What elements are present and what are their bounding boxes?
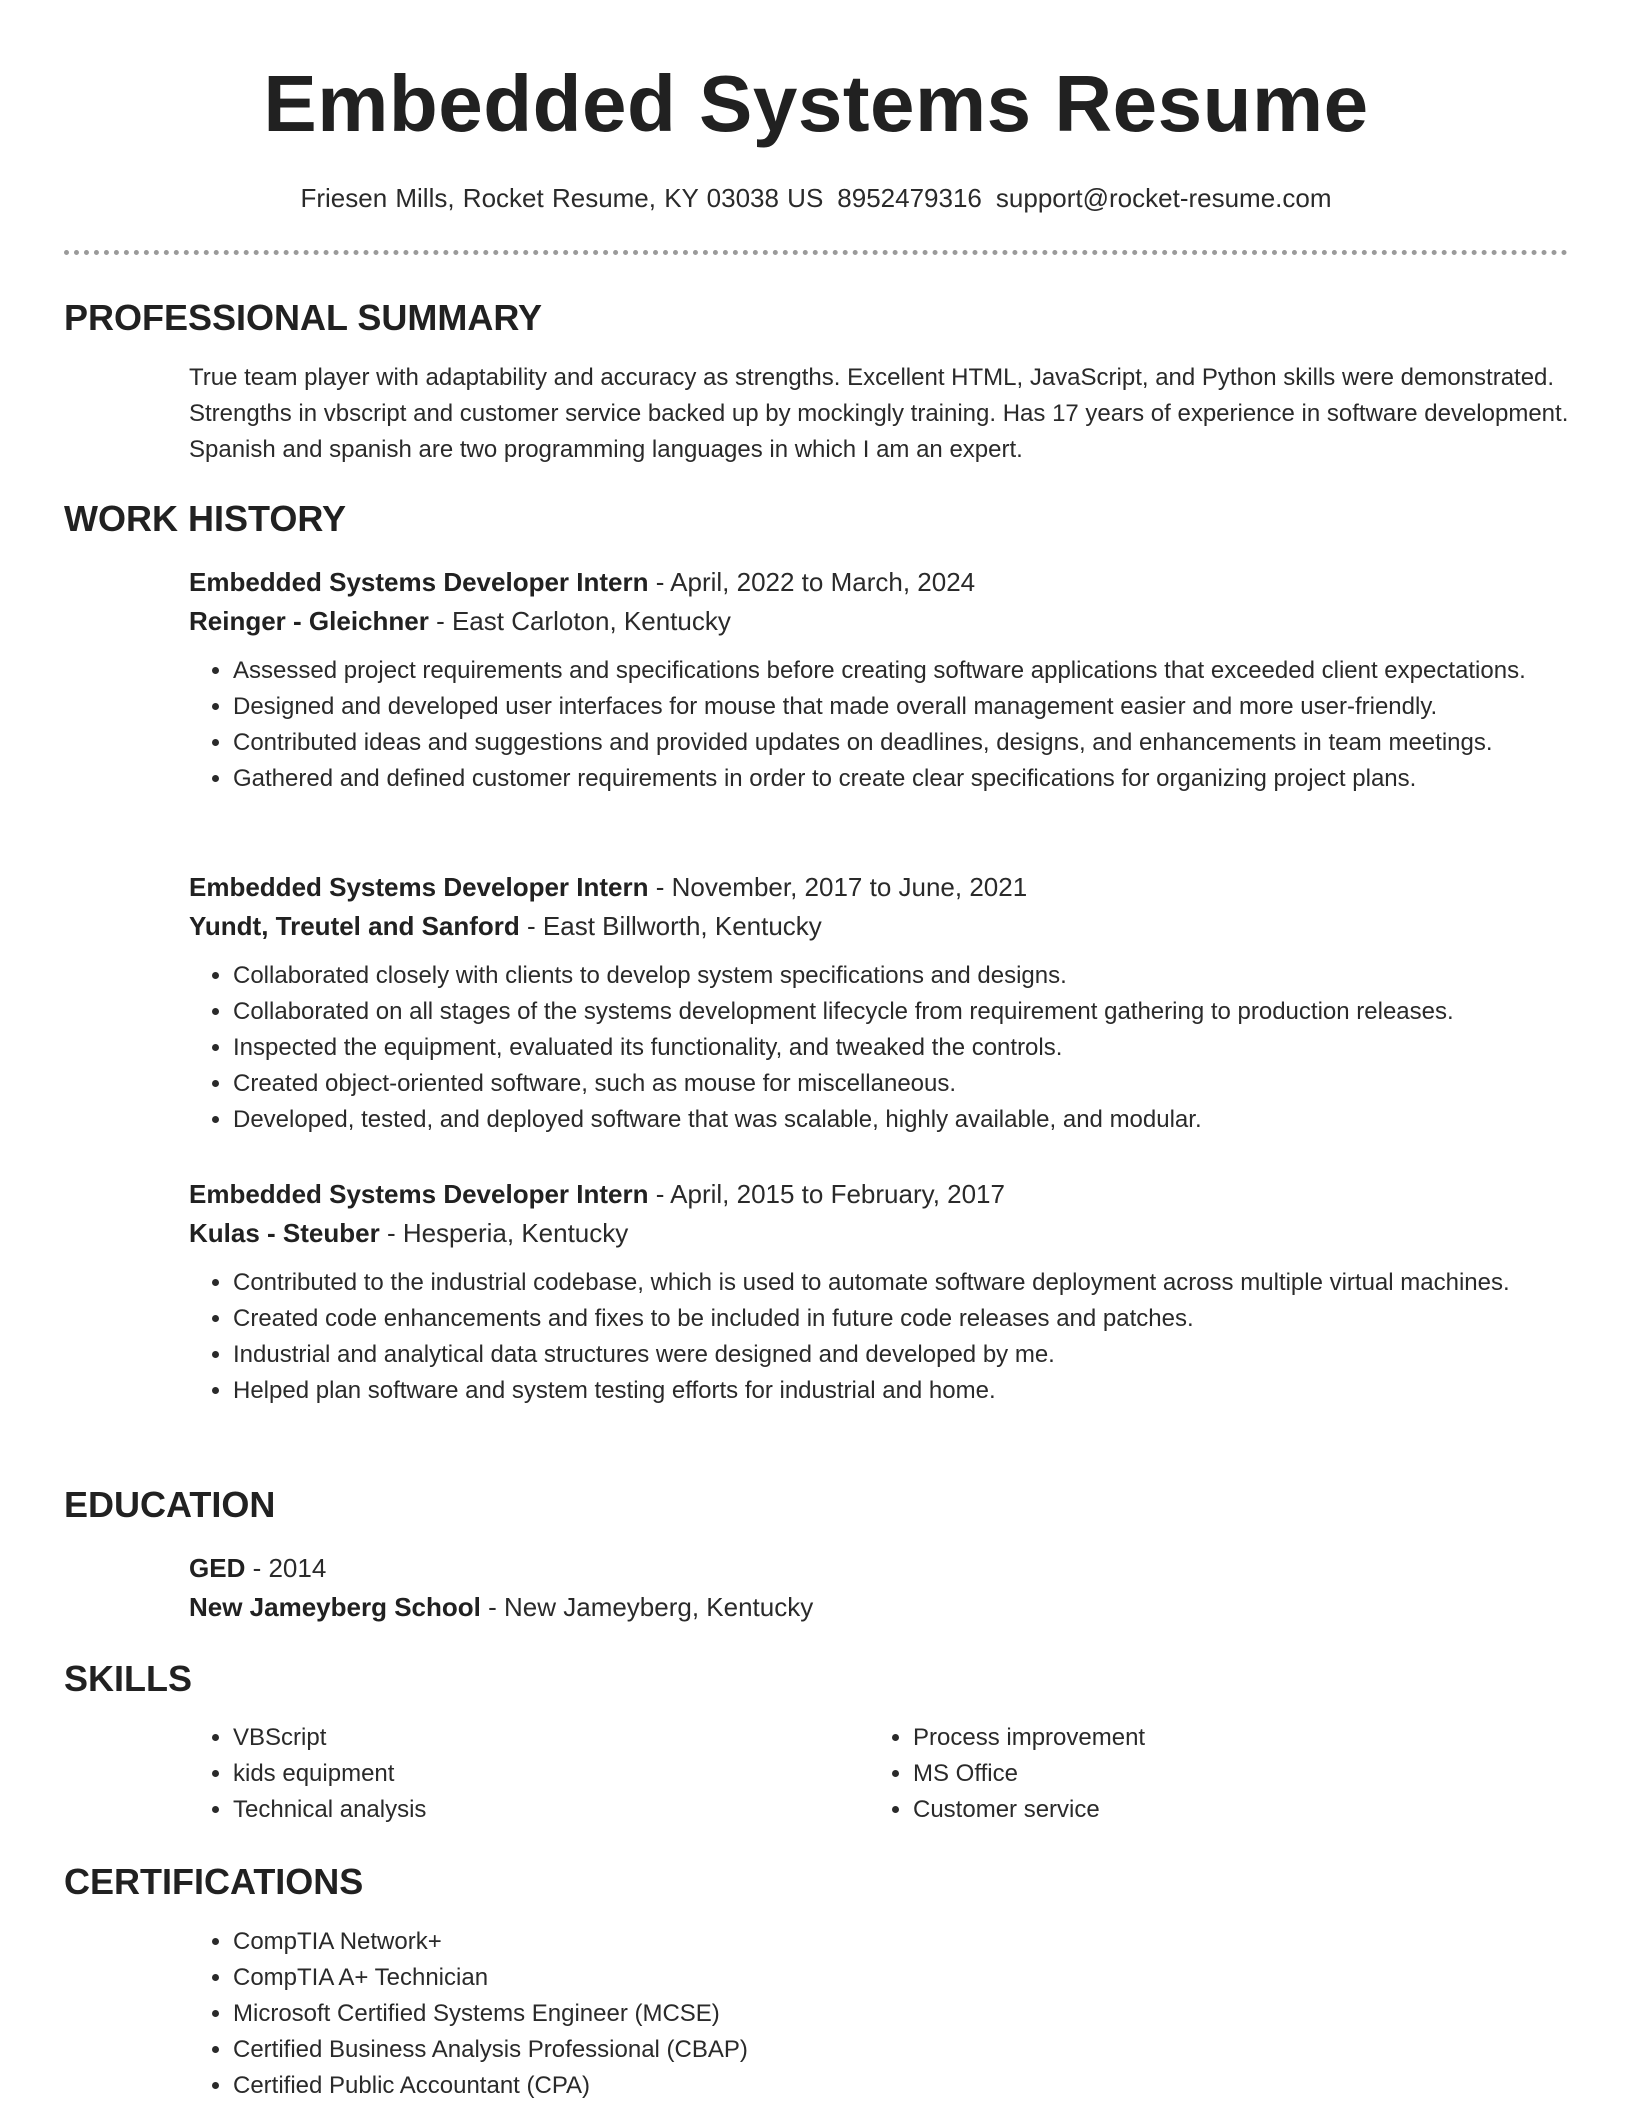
certification-item: • Microsoft Certified Systems Engineer (MCSE) xyxy=(233,1996,1569,2032)
job-title: Embedded Systems Developer Intern xyxy=(189,872,649,902)
job-entry xyxy=(189,868,1569,1138)
job-entry xyxy=(189,1175,1569,1409)
job-dates: - November, 2017 to June, 2021 xyxy=(648,872,1028,902)
certification-item: • Certified Business Analysis Professional (CBAP) xyxy=(233,2032,1569,2068)
job-bullet: • Contributed ideas and suggestions and provided updates on deadlines, designs, and enhancements in team meetings. xyxy=(233,725,1569,761)
job-bullet: • Helped plan software and system testing efforts for industrial and home. xyxy=(233,1373,1569,1409)
school-line xyxy=(189,1588,1569,1627)
skill-item: • MS Office xyxy=(913,1756,1549,1792)
contact-address: Friesen Mills, Rocket Resume, KY 03038 US xyxy=(300,183,824,213)
education-entry xyxy=(189,1549,1569,1627)
job-company-line xyxy=(189,1214,1569,1253)
job-location: - East Carloton, Kentucky xyxy=(428,606,731,636)
job-bullet: • Designed and developed user interfaces for mouse that made overall management easier and more user-friendly. xyxy=(233,689,1569,725)
summary-block xyxy=(189,360,1569,468)
job-bullet: • Assessed project requirements and specifications before creating software applications that exceeded client expectations. xyxy=(233,653,1569,689)
job-bullet: • Inspected the equipment, evaluated its functionality, and tweaked the controls. xyxy=(233,1030,1569,1066)
job-bullets xyxy=(189,1265,1569,1409)
education-heading: EDUCATION xyxy=(64,1484,276,1525)
summary-text: True team player with adaptability and accuracy as strengths. Excellent HTML, JavaScript, and Python skills were demonstrated. Strengths in vbscript and customer service backed up by mockingly training. Has 17 years of experience in software development. Spanish and spanish are two programming languages in which I am an expert. xyxy=(189,364,1569,463)
contact-line xyxy=(0,176,1632,220)
job-bullet: • Developed, tested, and deployed software that was scalable, highly available, and modular. xyxy=(233,1102,1569,1138)
job-title-line xyxy=(189,563,1569,602)
skills-heading: SKILLS xyxy=(64,1658,193,1699)
job-bullet: • Industrial and analytical data structures were designed and developed by me. xyxy=(233,1337,1569,1373)
summary-heading: PROFESSIONAL SUMMARY xyxy=(64,297,543,338)
job-bullet: • Gathered and defined customer requirements in order to create clear specifications for organizing project plans. xyxy=(233,761,1569,797)
job-dates: - April, 2022 to March, 2024 xyxy=(648,567,976,597)
job-company: Reinger - Gleichner xyxy=(189,606,429,636)
contact-phone: 8952479316 xyxy=(837,183,982,213)
job-location: - East Billworth, Kentucky xyxy=(519,911,822,941)
skill-item: • Process improvement xyxy=(913,1720,1549,1756)
contact-email: support@rocket-resume.com xyxy=(995,183,1332,213)
job-bullet: • Created code enhancements and fixes to be included in future code releases and patches. xyxy=(233,1301,1569,1337)
resume-title: Embedded Systems Resume xyxy=(263,59,1369,148)
certifications-block xyxy=(189,1912,1569,2104)
job-company: Kulas - Steuber xyxy=(189,1218,380,1248)
job-bullet: • Collaborated on all stages of the systems development lifecycle from requirement gathering to production releases. xyxy=(233,994,1569,1030)
certification-item: • CompTIA A+ Technician xyxy=(233,1960,1569,1996)
skill-item: • kids equipment xyxy=(233,1756,869,1792)
school-name: New Jameyberg School xyxy=(189,1592,481,1622)
skill-item: • VBScript xyxy=(233,1720,869,1756)
job-company-line xyxy=(189,602,1569,641)
job-bullets xyxy=(189,653,1569,797)
job-location: - Hesperia, Kentucky xyxy=(379,1218,629,1248)
job-company-line xyxy=(189,907,1569,946)
job-title: Embedded Systems Developer Intern xyxy=(189,1179,649,1209)
skills-column-right xyxy=(869,1720,1549,1828)
job-title-line xyxy=(189,1175,1569,1214)
certifications-heading: CERTIFICATIONS xyxy=(64,1861,364,1902)
degree: GED xyxy=(189,1553,246,1583)
certifications-list xyxy=(189,1924,1569,2104)
header-divider xyxy=(64,250,1568,255)
job-bullet: • Created object-oriented software, such as mouse for miscellaneous. xyxy=(233,1066,1569,1102)
job-bullet: • Collaborated closely with clients to develop system specifications and designs. xyxy=(233,958,1569,994)
certification-item: • CompTIA Network+ xyxy=(233,1924,1569,1960)
skill-item: • Technical analysis xyxy=(233,1792,869,1828)
job-entry xyxy=(189,563,1569,797)
school-location: - New Jameyberg, Kentucky xyxy=(480,1592,814,1622)
skill-item: • Customer service xyxy=(913,1792,1549,1828)
job-company: Yundt, Treutel and Sanford xyxy=(189,911,520,941)
job-bullets xyxy=(189,958,1569,1138)
degree-line xyxy=(189,1549,1569,1588)
job-dates: - April, 2015 to February, 2017 xyxy=(648,1179,1005,1209)
job-title-line xyxy=(189,868,1569,907)
certification-item: • Certified Public Accountant (CPA) xyxy=(233,2068,1569,2104)
skills-list xyxy=(189,1720,1569,1828)
work-history-heading: WORK HISTORY xyxy=(64,498,347,539)
job-bullet: • Contributed to the industrial codebase, which is used to automate software deployment across multiple virtual machines. xyxy=(233,1265,1569,1301)
degree-year: - 2014 xyxy=(245,1553,327,1583)
job-title: Embedded Systems Developer Intern xyxy=(189,567,649,597)
skills-column-left xyxy=(189,1720,869,1828)
